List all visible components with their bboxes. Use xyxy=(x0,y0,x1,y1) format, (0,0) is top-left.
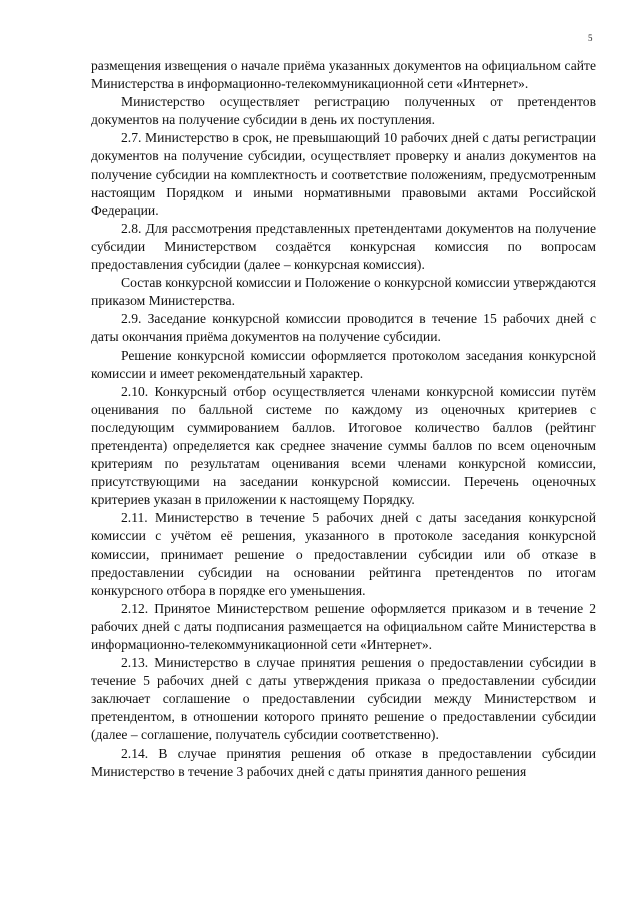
paragraph-2-14: 2.14. В случае принятия решения об отказе в предоставлении субсидии Министерство в течение 3 рабочих дней с даты принятия данного решения xyxy=(91,745,596,779)
page-number: 5 xyxy=(588,33,593,43)
paragraph-2-7: 2.7. Министерство в срок, не превышающий 10 рабочих дней с даты регистрации документов на получение субсидии, осуществляет проверку и анализ документов на получение субсидии на комплектность и соответствие положениям, предусмотренным настоящим Порядком и иными нормативными правовыми актами Российской Федерации. xyxy=(91,130,596,218)
paragraph-2-13: 2.13. Министерство в случае принятия решения о предоставлении субсидии в течение 5 рабочих дней с даты утверждения приказа о предоставлении субсидии заключает соглашение о предоставлении субсидии между Министерством и претендентом, в отношении которого принято решение о предоставлении субсидии (далее – соглашение, получатель субсидии соответственно). xyxy=(91,655,596,743)
paragraph-2-9: 2.9. Заседание конкурсной комиссии проводится в течение 15 рабочих дней с даты окончания приёма документов на получение субсидии. xyxy=(91,311,596,345)
paragraph-registration: Министерство осуществляет регистрацию полученных от претендентов документов на получение субсидии в день их поступления. xyxy=(91,94,596,128)
paragraph-commission-decision: Решение конкурсной комиссии оформляется протоколом заседания конкурсной комиссии и имеет рекомендательный характер. xyxy=(91,347,596,381)
paragraph-continuation: размещения извещения о начале приёма указанных документов на официальном сайте Министерства в информационно-телекоммуникационной сети «Интернет». xyxy=(91,58,596,92)
paragraph-2-8: 2.8. Для рассмотрения представленных претендентами документов на получение субсидии Министерством создаётся конкурсная комиссия по вопросам предоставления субсидии (далее – конкурсная комиссия). xyxy=(91,220,596,273)
paragraph-2-11: 2.11. Министерство в течение 5 рабочих дней с даты заседания конкурсной комиссии с учётом её решения, указанного в протоколе заседания конкурсной комиссии, принимает решение о предоставлении субсидии или об отказе в предоставлении субсидии на основании рейтинга претендентов по итогам конкурсного отбора в порядке его уменьшения. xyxy=(91,510,596,598)
paragraph-2-10: 2.10. Конкурсный отбор осуществляется членами конкурсной комиссии путём оценивания по балльной системе по каждому из оценочных критериев с последующим суммированием баллов. Итоговое количество баллов (рейтинг претендента) определяется как среднее значение суммы баллов по всем оценочным критериям по результатам оценивания всеми членами конкурсной комиссии, присутствующими на заседании конкурсной комиссии. Перечень оценочных критериев указан в приложении к настоящему Порядку. xyxy=(91,383,596,508)
document-body xyxy=(91,57,596,781)
paragraph-2-12: 2.12. Принятое Министерством решение оформляется приказом и в течение 2 рабочих дней с даты подписания размещается на официальном сайте Министерства в информационно-телекоммуникационной сети «Интернет». xyxy=(91,600,596,652)
paragraph-commission-composition: Состав конкурсной комиссии и Положение о конкурсной комиссии утверждаются приказом Министерства. xyxy=(91,275,596,309)
